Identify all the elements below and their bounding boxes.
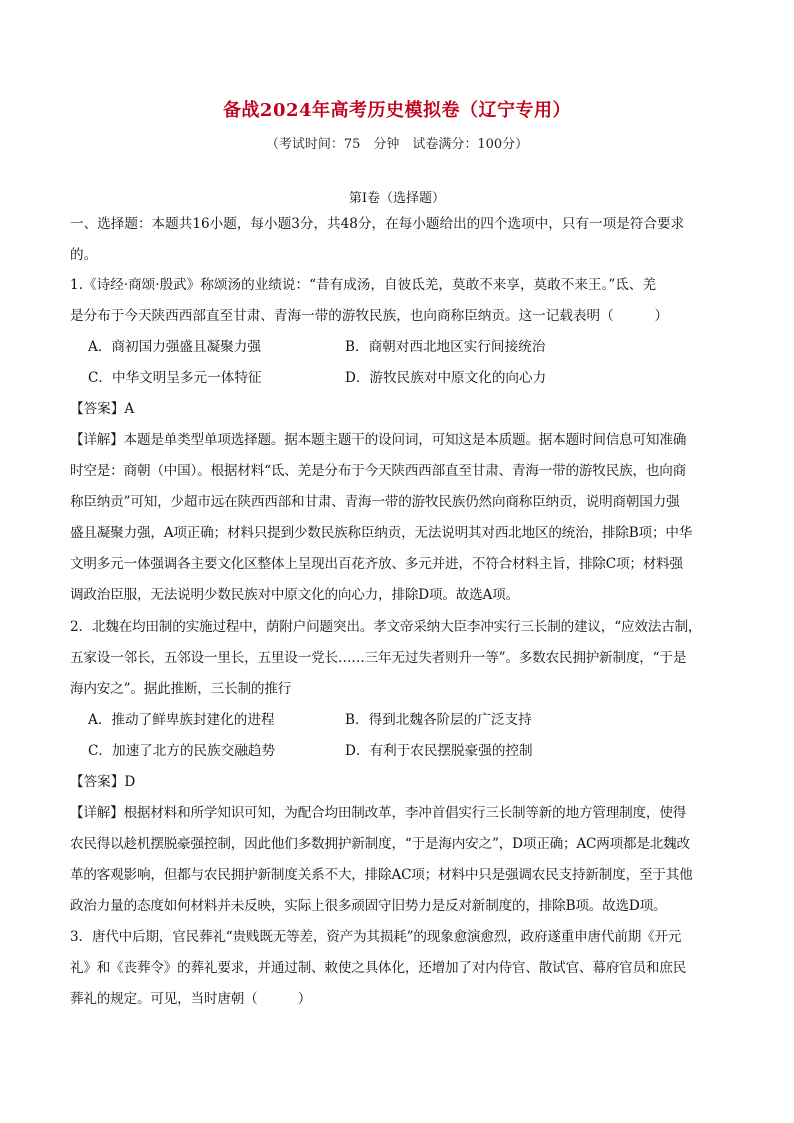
question-1-answer [70,394,730,425]
analysis-line: 【详解】本题是单类型单项选择题。据本题主题干的设问词，可知这是本质题。据本题时间信息可知准确 [70,432,687,448]
stem-line: 是分布于今天陕西西部直至甘肃、青海一带的游牧民族，也向商称臣纳贡。这一记载表明（ ） [70,308,669,324]
analysis-line: 盛且凝聚力强，A项正确；材料只提到少数民族称臣纳贡，无法说明其对西北地区的统治，排除B项；中华 [70,525,693,541]
question-2-analysis [70,798,730,922]
stem-line: 3．唐代中后期，官民葬礼“贵贱既无等差，资产为其损耗”的现象愈演愈烈，政府遂重申唐代前期《开元 [70,929,682,945]
section-intro [70,209,730,271]
question-1-option-c: C．中华文明呈多元一体特征 [88,370,262,386]
analysis-line: 政治力量的态度如何材料并未反映，实际上很多顽固守旧势力是反对新制度的，排除B项。故选D项。 [70,898,667,914]
intro-line: 一、选择题：本题共16小题，每小题3分，共48分，在每小题给出的四个选项中，只有一项是符合要求 [70,216,685,232]
stem-line: 礼》和《丧葬令》的葬礼要求，并通过制、敕使之具体化，还增加了对内侍官、散试官、幕府官员和庶民 [70,960,687,976]
stem-line: 2．北魏在均田制的实施过程中，荫附户问题突出。孝文帝采纳大臣李冲实行三长制的建议，“应效法古制， [70,619,702,635]
question-2-answer [70,767,730,798]
stem-line: 葬礼的规定。可见，当时唐朝（ ） [70,991,312,1007]
answer-label: 【答案】A [70,401,135,417]
question-1-option-b: B．商朝对西北地区实行间接统治 [345,339,546,355]
question-2-stem [70,612,730,705]
stem-line: 海内安之”。据此推断，三长制的推行 [70,681,292,697]
stem-line: 五家设一邻长，五邻设一里长，五里设一党长……三年无过失者则升一等”。多数农民拥护新制度，“于是 [70,650,687,666]
stem-line: 1.《诗经·商颂·殷武》称颂汤的业绩说：“昔有成汤，自彼氐羌，莫敢不来享，莫敢不来王。”氐、羌 [70,277,657,293]
intro-line: 的。 [70,247,98,263]
question-1-option-d: D．游牧民族对中原文化的向心力 [345,370,547,386]
analysis-line: 时空是：商朝（中国）。根据材料“氐、羌是分布于今天陕西西部直至甘肃、青海一带的游牧民族，也向商 [70,463,687,479]
question-2-option-a: A．推动了鲜卑族封建化的进程 [88,712,275,728]
analysis-line: 【详解】根据材料和所学知识可知，为配合均田制改革，李冲首倡实行三长制等新的地方管理制度，使得 [70,805,687,821]
question-3-stem [70,922,730,1015]
question-2-option-d: D．有利于农民摆脱豪强的控制 [345,743,533,759]
page-title: 备战2024年高考历史模拟卷（辽宁专用） [222,100,572,121]
analysis-line: 农民得以趁机摆脱豪强控制，因此他们多数拥护新制度，“于是海内安之”，D项正确；AC两项都是北魏改 [70,836,690,852]
question-2-option-c: C．加速了北方的民族交融趋势 [88,743,276,759]
question-1-option-a: A．商初国力强盛且凝聚力强 [88,339,261,355]
analysis-line: 文明多元一体强调各主要文化区整体上呈现出百花齐放、多元并进，不符合材料主旨，排除C项；材料强 [70,556,683,572]
analysis-line: 革的客观影响，但都与农民拥护新制度关系不大，排除AC项；材料中只是强调农民支持新制度，至于其他 [70,867,693,883]
exam-info: （考试时间：75 分钟 试卷满分：100分） [265,137,529,152]
question-2-option-b: B．得到北魏各阶层的广泛支持 [345,712,532,728]
answer-label: 【答案】D [70,774,136,790]
section-title: 第I卷（选择题） [348,191,446,206]
analysis-line: 调政治臣服，无法说明少数民族对中原文化的向心力，排除D项。故选A项。 [70,587,519,603]
question-1-stem [70,270,730,332]
analysis-line: 称臣纳贡”可知，少超市远在陕西西部和甘肃、青海一带的游牧民族仍然向商称臣纳贡，说明商朝国力强 [70,494,680,510]
question-1-analysis [70,425,730,611]
